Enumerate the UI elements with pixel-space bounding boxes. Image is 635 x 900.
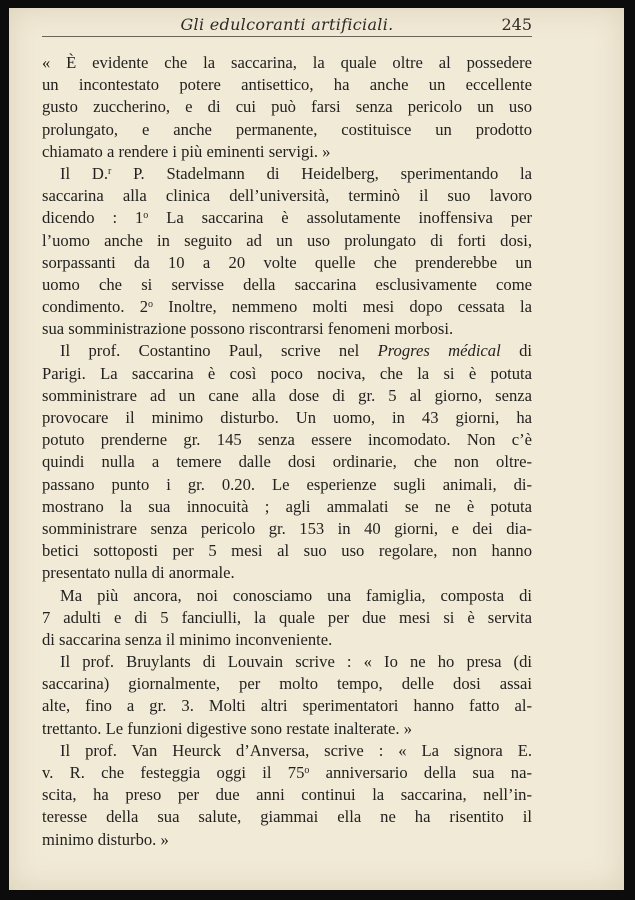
text-run: Il prof. Costantino Paul, scrive nel [60, 341, 378, 361]
text-line: 7 adulti e di 5 fanciulli, la quale per due mesi si è servita [42, 607, 532, 627]
text-run: v. R. che festeggia oggi il 75 [42, 763, 305, 782]
text-line [42, 340, 532, 362]
text-line: saccarina) giornalmente, per molto tempo, delle dosi assai [42, 674, 532, 694]
text-run: Il D. [60, 163, 109, 183]
text-line: Il prof. Van Heurck d’Anversa, scrive : « La signora E. [60, 740, 532, 760]
text-line: quindi nulla a temere dalle dosi ordinarie, che non oltre- [42, 452, 532, 472]
text-run: anniversario della sua na- [309, 763, 532, 782]
book-page [9, 8, 624, 890]
text-line: presentato nulla di anormale. [42, 563, 235, 583]
text-run: P. Stadelmann di Heidelberg, sperimentando la [111, 163, 532, 183]
text-line: potuto prenderne gr. 145 senza essere incomodato. Non c’è [42, 430, 532, 450]
page-number: 245 [501, 15, 532, 34]
text-line: provocare il minimo disturbo. Un uomo, in 43 giorni, ha [42, 408, 532, 427]
text-run: di [500, 341, 532, 361]
body-text [42, 52, 532, 851]
superscript: o [143, 210, 149, 222]
text-line: alte, fino a gr. 3. Molti altri sperimentatori hanno fatto al- [42, 696, 532, 716]
text-line [42, 762, 532, 784]
text-line: somministrare senza pericolo gr. 153 in 40 giorni, e dei dia- [42, 518, 532, 538]
running-title: Gli edulcoranti artificiali. [180, 15, 394, 34]
text-line: scita, ha preso per due anni continui la saccarina, nell’in- [42, 785, 532, 805]
superscript: r [108, 165, 112, 177]
text-line: uomo che si servisse della saccarina esclusivamente come [42, 274, 532, 294]
text-run: Inoltre, nemmeno molti mesi dopo cessata la [153, 297, 532, 317]
text-line: sua somministrazione possono riscontrarsi fenomeni morbosi. [42, 319, 454, 339]
text-line: passano punto i gr. 0.20. Le esperienze sugli animali, di- [42, 474, 532, 494]
text-line: mostrano la sua innocuità ; agli ammalati se ne è potuta [42, 496, 532, 516]
text-line: l’uomo anche in seguito ad un uso prolungato di forti dosi, [42, 230, 532, 250]
text-line [42, 207, 532, 229]
running-header [42, 12, 532, 37]
text-line: sorpassanti da 10 a 20 volte quelle che prenderebbe un [42, 252, 532, 272]
text-line: « È evidente che la saccarina, la quale oltre al possedere [42, 53, 532, 72]
text-run: dicendo : 1 [42, 208, 144, 228]
journal-title: Progres médical [377, 341, 501, 361]
text-line: saccarina alla clinica dell’università, terminò il suo lavoro [42, 186, 532, 206]
text-line: di saccarina senza il minimo inconveniente. [42, 629, 333, 649]
text-run: La saccarina è assolutamente inoffensiva per [148, 208, 532, 228]
text-line: betici sottoposti per 5 mesi al suo uso regolare, non hanno [42, 541, 532, 561]
text-line: trettanto. Le funzioni digestive sono restate inalterate. » [42, 718, 413, 738]
text-line: Il prof. Bruylants di Louvain scrive : « Io ne ho presa (di [60, 652, 532, 672]
text-line: gusto zuccherino, e di cui può farsi senza pericolo un uso [42, 97, 532, 117]
text-line: Ma più ancora, noi conosciamo una famiglia, composta di [60, 585, 532, 605]
text-line: Parigi. La saccarina è così poco nociva, che la si è potuta [42, 363, 532, 383]
text-line: somministrare ad un cane alla dose di gr. 5 al giorno, senza [42, 385, 532, 405]
text-line [42, 163, 532, 185]
text-line [42, 296, 532, 318]
text-run: condimento. 2 [42, 297, 149, 317]
text-line: minimo disturbo. » [42, 829, 169, 849]
superscript: o [304, 765, 310, 776]
text-line: teresse della sua salute, giammai ella ne ha risentito il [42, 807, 532, 827]
superscript: o [148, 299, 154, 311]
text-line: prolungato, e anche permanente, costituisce un prodotto [42, 119, 532, 139]
text-line: chiamato a rendere i più eminenti servigi. » [42, 141, 331, 161]
text-line: un incontestato potere antisettico, ha anche un eccellente [42, 75, 532, 95]
